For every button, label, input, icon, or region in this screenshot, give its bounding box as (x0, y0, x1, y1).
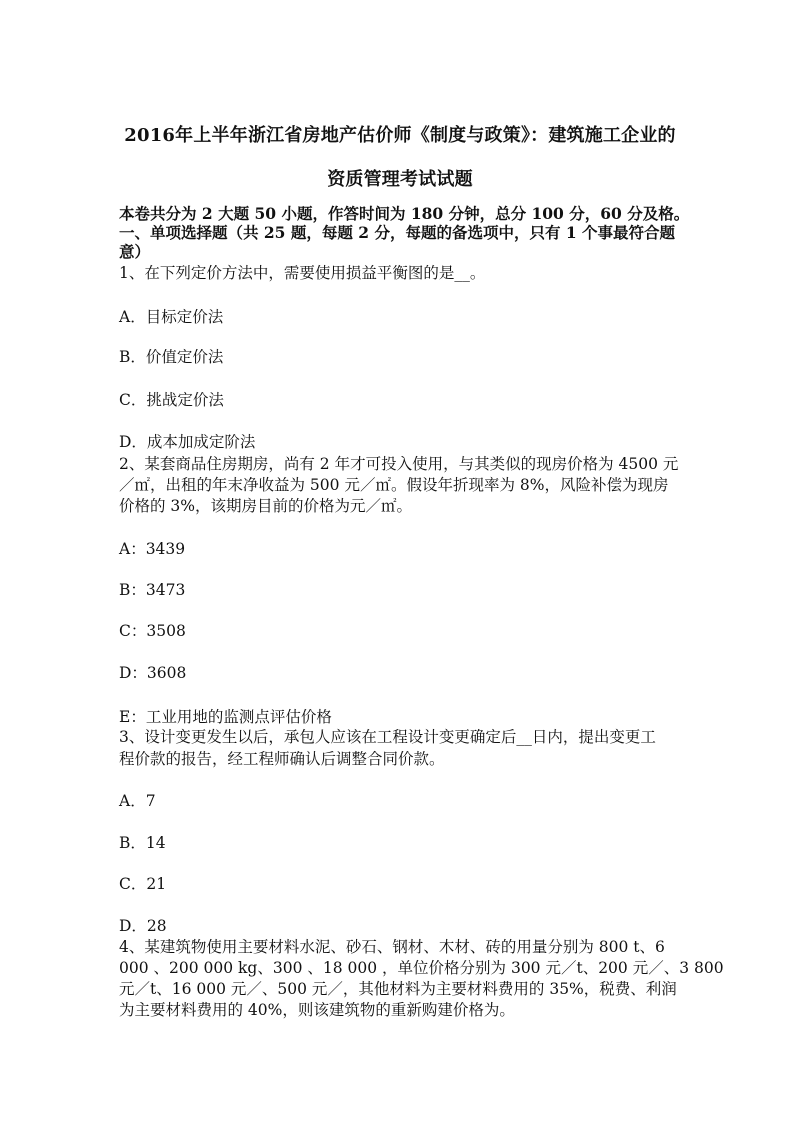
question-3-stem-line-2: 程价款的报告，经工程师确认后调整合同价款。 (119, 750, 445, 768)
question-2-stem-line-2: ／㎡，出租的年末净收益为 500 元／㎡。假设年折现率为 8%，风险补偿为现房 (119, 476, 669, 494)
question-3-option-d: D．28 (119, 917, 167, 935)
document-title-line-2: 资质管理考试试题 (327, 169, 473, 190)
question-2-stem-line-1: 2、某套商品住房期房，尚有 2 年才可投入使用，与其类似的现房价格为 4500 元 (119, 455, 679, 473)
question-2-option-c: C：3508 (119, 622, 186, 640)
question-2-option-b: B：3473 (119, 581, 186, 599)
question-1-stem: 1、在下列定价方法中，需要使用损益平衡图的是__。 (119, 264, 486, 282)
exam-intro: 本卷共分为 2 大题 50 小题，作答时间为 180 分钟，总分 100 分，60 分及格。 (119, 204, 690, 223)
question-2-stem-line-3: 价格的 3%，该期房目前的价格为元／㎡。 (119, 497, 413, 515)
question-4-stem-line-2: 000 、200 000 kg、300 、18 000 ，单位价格分别为 300 元／t、200 元／、3 800 (119, 959, 724, 977)
question-3-option-a: A．7 (119, 792, 156, 810)
question-1-option-b: B．价值定价法 (119, 348, 224, 366)
question-4-stem-line-3: 元／t、16 000 元／、500 元／，其他材料为主要材料费用的 35%，税费、利润 (119, 980, 677, 998)
question-4-stem-line-1: 4、某建筑物使用主要材料水泥、砂石、钢材、木材、砖的用量分别为 800 t、6 (119, 938, 665, 956)
question-3-option-c: C．21 (119, 875, 167, 893)
question-2-option-a: A：3439 (119, 540, 186, 558)
section-heading-line-1: 一、单项选择题（共 25 题，每题 2 分，每题的备选项中，只有 1 个事最符合题 (119, 223, 676, 242)
question-3-stem-line-1: 3、设计变更发生以后，承包人应该在工程设计变更确定后__日内，提出变更工 (119, 728, 656, 746)
question-4-stem-line-4: 为主要材料费用的 40%，则该建筑物的重新购建价格为。 (119, 1001, 515, 1019)
document-title-line-1: 2016年上半年浙江省房地产估价师《制度与政策》：建筑施工企业的 (124, 125, 676, 146)
question-3-option-b: B．14 (119, 834, 166, 852)
question-1-option-d: D．成本加成定阶法 (119, 433, 256, 451)
section-heading-line-2: 意） (119, 242, 151, 261)
question-1-option-c: C．挑战定价法 (119, 391, 224, 409)
question-2-option-e: E：工业用地的监测点评估价格 (119, 708, 332, 726)
question-1-option-a: A．目标定价法 (119, 308, 224, 326)
question-2-option-d: D：3608 (119, 664, 187, 682)
